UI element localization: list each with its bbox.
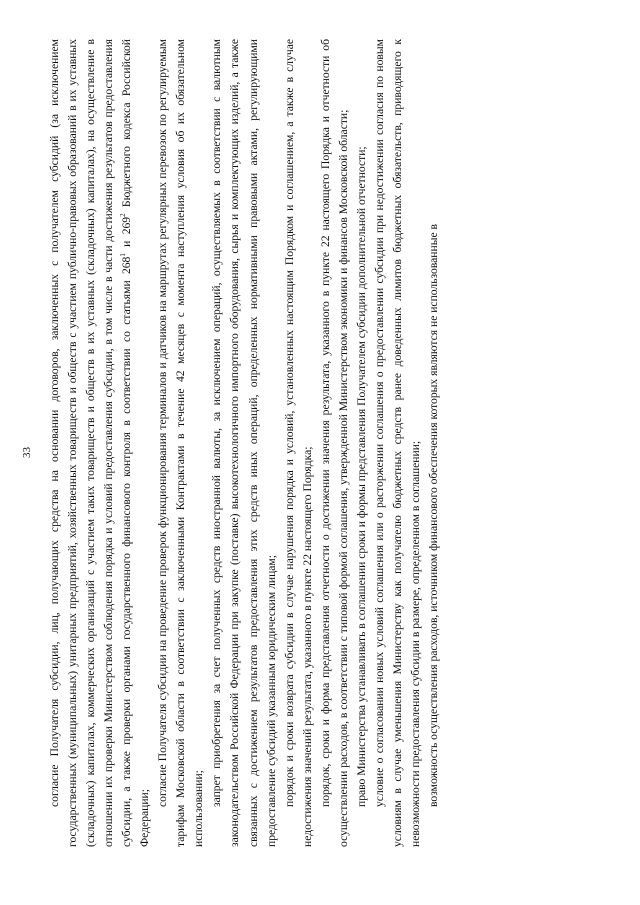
paragraph-consent-inspection (46, 39, 154, 847)
document-body (46, 39, 443, 847)
paragraph-text: согласие Получателя субсидии, лиц, получающих средства на основании договоров, заключенных с получателем субсидий (за исключением государственных (муниципальных) унитарных предприятий, хозяйственных товариществ и обществ с участием публично-правовых образований в их уставных (складочных) капиталах, коммерческих организаций с участием таких товариществ и обществ в их уставных (складочных) капиталах), на осуществление в отношении их проверки Министерством соблюдения порядка и условий предоставления субсидии, в том числе в части достижения результатов предоставления субсидии, а также проверки органами государственного финансового контроля в соответствии со статьями 268 (48, 39, 134, 847)
paragraph-reporting: порядок, сроки и форма представления отчетности о достижении значения результата, указанного в пункте 22 настоящего Порядка и отчетности об осуществлении расходов, в соответствии с типовой формой соглашения, утвержденной Министерством экономики и финансов Московской области; (318, 39, 350, 847)
paragraph-additional-reporting: право Министерства устанавливать в соглашении сроки и формы представления Получателем субсидии дополнительной отчетности; (354, 146, 368, 807)
paragraph-currency-ban: запрет приобретения за счет полученных средств иностранной валюты, за исключением операций, осуществляемых в соответствии с валютным законодательством Российской Федерации при закупке (поставке) высокотехнологичного импортного оборудования, сырья и комплектующих изделий, а также связанных с достижением результатов предоставления этих средств иных операций, определенных нормативными правовыми актами, регулирующими предоставление субсидий указанным юридическим лицам; (210, 39, 278, 847)
footnote-superscript: 2 (119, 213, 128, 217)
paragraph-expenses: возможность осуществления расходов, источником финансового обеспечения которых являются не использованные в (426, 224, 440, 807)
footnote-superscript: 1 (119, 253, 128, 257)
paragraph-return-procedure: порядок и сроки возврата субсидии в случае нарушения порядка и условий, установленных настоящим Порядком и соглашением, а также в случае недостижения значений результата, указанного в пункте 22 настоящего Порядка; (282, 39, 314, 847)
paragraph-text: Бюджетного кодекса Российской Федерации; (120, 39, 152, 847)
paragraph-text: и 269 (120, 216, 134, 254)
page-number: 33 (21, 447, 33, 458)
paragraph-consent-terminals: согласие Получателя субсидии на проведение проверок функционирования терминалов и датчиков на маршрутах регулярных перевозок по регулируемым тарифам Московской области в соответствии с заключенными Контрактами в течение 42 месяцев с момента наступления условия об их обязательном использовании; (156, 39, 206, 847)
paragraph-new-conditions: условие о согласовании новых условий соглашения или о расторжении соглашения о предоставлении субсидии при недостижении согласия по новым условиям в случае уменьшения Министерству как получателю бюджетных средств ранее доведенных лимитов бюджетных обязательств, приводящего к невозможности предоставления субсидии в размере, определенном в соглашении; (372, 39, 422, 847)
